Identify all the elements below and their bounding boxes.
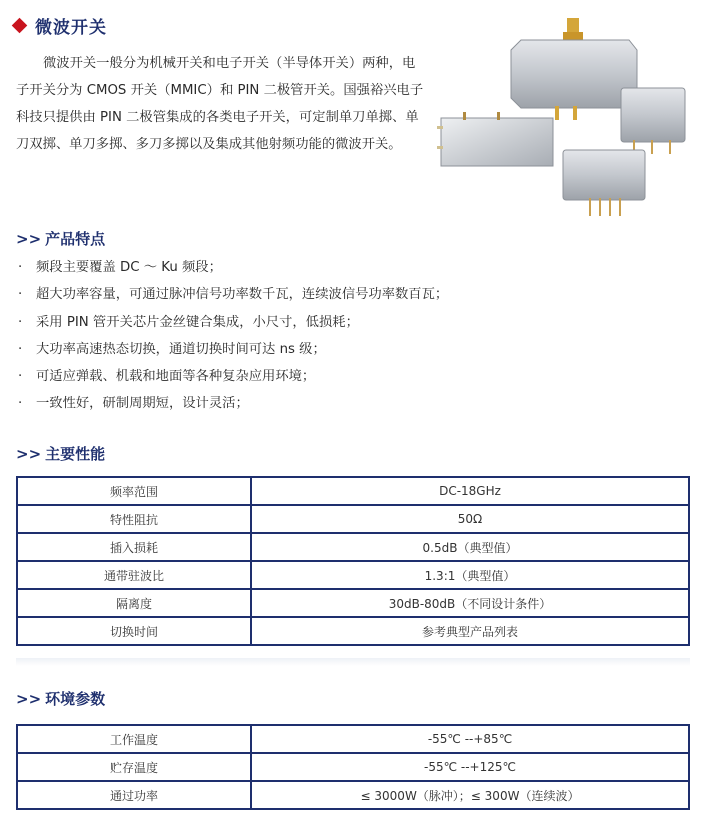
- table-row: [17, 533, 689, 561]
- list-item: · 频段主要覆盖 DC ～ Ku 频段；: [18, 254, 448, 281]
- table-cell-value: -55℃ --+125℃: [251, 753, 689, 781]
- table-cell-value: 50Ω: [251, 505, 689, 533]
- list-item: · 可适应弹载、机载和地面等各种复杂应用环境；: [18, 363, 448, 390]
- table-cell-key: 通带驻波比: [17, 561, 251, 589]
- table-cell-value: 1.3:1（典型值）: [251, 561, 689, 589]
- double-chevron-icon: >>: [16, 230, 42, 248]
- table-cell-value: 0.5dB（典型值）: [251, 533, 689, 561]
- features-heading: >> 产品特点: [16, 230, 106, 248]
- table-cell-key: 切换时间: [17, 617, 251, 645]
- table-cell-key: 频率范围: [17, 477, 251, 505]
- bullet-icon: ·: [18, 314, 23, 330]
- table-cell-value: 30dB-80dB（不同设计条件）: [251, 589, 689, 617]
- table-cell-key: 特性阻抗: [17, 505, 251, 533]
- table-cell-key: 隔离度: [17, 589, 251, 617]
- table-cell-value: ≤ 3000W（脉冲）；≤ 300W（连续波）: [251, 781, 689, 809]
- table-row: [17, 477, 689, 505]
- diamond-bullet-icon: [12, 18, 28, 34]
- performance-table: [16, 476, 690, 646]
- bullet-icon: ·: [18, 341, 23, 357]
- intro-paragraph: 微波开关一般分为机械开关和电子开关（半导体开关）两种，电子开关分为 CMOS 开关（MMIC）和 PIN 二极管开关。国强裕兴电子科技只提供由 PIN 二极管集成的各类电子开关，可定制单刀单掷、单刀双掷、单刀多掷、多刀多掷以及集成其他射频功能的微波开关。: [16, 56, 424, 152]
- list-item: · 采用 PIN 管开关芯片金丝键合集成，小尺寸，低损耗；: [18, 309, 448, 336]
- product-photo: [437, 18, 699, 218]
- table-shadow: [16, 658, 690, 666]
- table-row: [17, 505, 689, 533]
- double-chevron-icon: >>: [16, 690, 42, 708]
- double-chevron-icon: >>: [16, 445, 42, 463]
- table-cell-key: 插入损耗: [17, 533, 251, 561]
- bullet-icon: ·: [18, 396, 23, 412]
- list-item: · 大功率高速热态切换，通道切换时间可达 ns 级；: [18, 336, 448, 363]
- feature-list: [18, 254, 448, 418]
- bullet-icon: ·: [18, 369, 23, 385]
- bullet-icon: ·: [18, 260, 23, 275]
- table-cell-value: -55℃ --+85℃: [251, 725, 689, 753]
- environment-heading: >> 环境参数: [16, 690, 106, 708]
- table-row: [17, 561, 689, 589]
- page-title: 微波开关: [35, 18, 107, 38]
- table-row: [17, 781, 689, 809]
- table-row: [17, 589, 689, 617]
- list-item: · 一致性好，研制周期短，设计灵活；: [18, 390, 448, 417]
- performance-heading: >> 主要性能: [16, 445, 106, 463]
- table-row: [17, 753, 689, 781]
- table-cell-key: 贮存温度: [17, 753, 251, 781]
- bullet-icon: ·: [18, 287, 23, 303]
- table-row: [17, 617, 689, 645]
- table-cell-key: 工作温度: [17, 725, 251, 753]
- environment-table: [16, 724, 690, 810]
- list-item: · 超大功率容量，可通过脉冲信号功率数千瓦，连续波信号功率数百瓦；: [18, 281, 448, 308]
- table-cell-value: DC-18GHz: [251, 477, 689, 505]
- table-cell-value: 参考典型产品列表: [251, 617, 689, 645]
- table-cell-key: 通过功率: [17, 781, 251, 809]
- page-title-row: [14, 13, 107, 38]
- table-row: [17, 725, 689, 753]
